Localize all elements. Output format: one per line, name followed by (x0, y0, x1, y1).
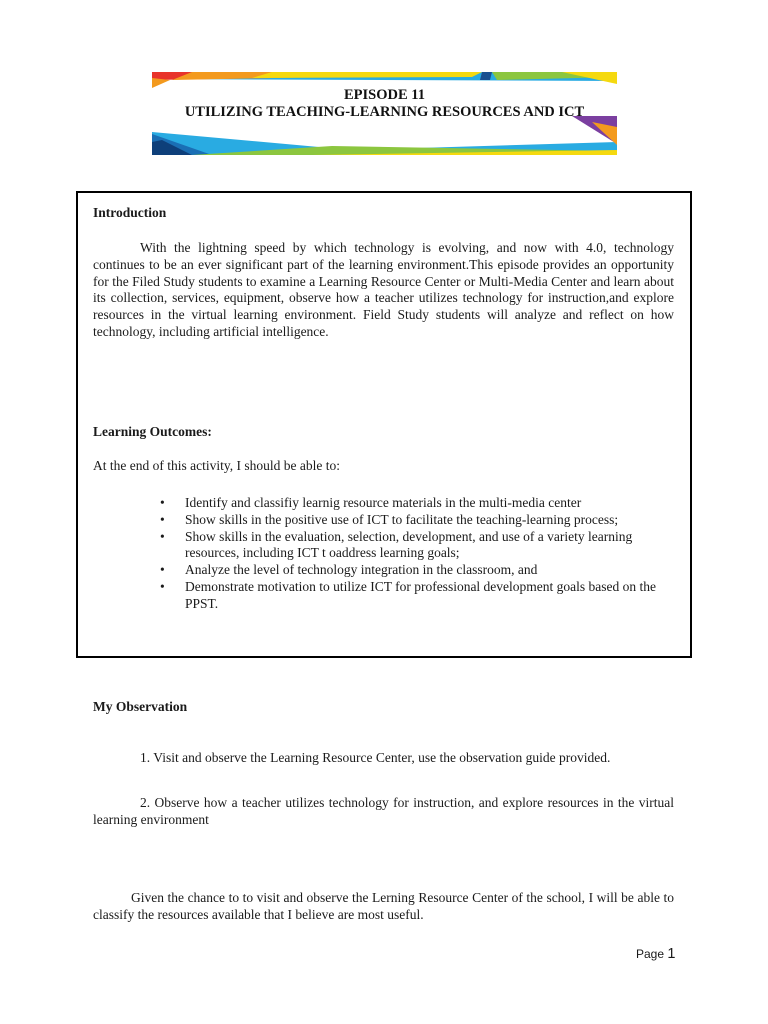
episode-number: EPISODE 11 (344, 87, 425, 103)
bullet-icon: • (160, 562, 165, 578)
episode-title: UTILIZING TEACHING-LEARNING RESOURCES AND ICT (184, 104, 585, 120)
page-number (636, 946, 675, 962)
list-item: • Analyze the level of technology integration in the classroom, and (160, 562, 538, 578)
observation-item-2: 2. Observe how a teacher utilizes technology for instruction, and explore resources in the virtual learning environment (93, 795, 674, 827)
introduction-paragraph: With the lightning speed by which technology is evolving, and now with 4.0, technology continues to be an ever significant part of the learning environment.This episode provides an opportunity for the Filed Study students to examine a Learning Resource Center or Multi-Media Center and learn about its collection, services, equipment, observe how a teacher utilizes technology for instruction,and explore resources in the virtual learning environment. Field Study students will analyze and reflect on how technology, including artificial intelligence. (93, 240, 674, 339)
list-item: • Show skills in the evaluation, selection, development, and use of a variety learning resources, including ICT t oaddress learning goals; (160, 528, 633, 561)
learning-outcomes-heading: Learning Outcomes: (93, 424, 212, 439)
introduction-heading: Introduction (93, 205, 167, 220)
page-number-value: 1 (667, 946, 676, 962)
list-item: • Identify and classifiy learnig resource materials in the multi-media center (160, 495, 582, 510)
bullet-icon: • (160, 511, 165, 527)
observation-closing-paragraph: Given the chance to to visit and observe the Lerning Resource Center of the school, I will be able to classify the resources available that I believe are most useful. (93, 890, 674, 922)
list-item: • Demonstrate motivation to utilize ICT for professional development goals based on the PPST. (160, 578, 657, 611)
list-item: • Show skills in the positive use of ICT to facilitate the teaching-learning process; (160, 511, 619, 527)
observation-item-1: 1. Visit and observe the Learning Resource Center, use the observation guide provided. (140, 750, 611, 765)
outcomes-lead: At the end of this activity, I should be able to: (93, 458, 340, 473)
bullet-icon: • (160, 528, 165, 544)
bullet-icon: • (160, 495, 165, 510)
episode-banner (152, 72, 617, 155)
my-observation-heading: My Observation (93, 699, 188, 714)
page-label: Page (636, 947, 665, 961)
learning-outcomes-list (160, 495, 680, 613)
bullet-icon: • (160, 578, 165, 594)
